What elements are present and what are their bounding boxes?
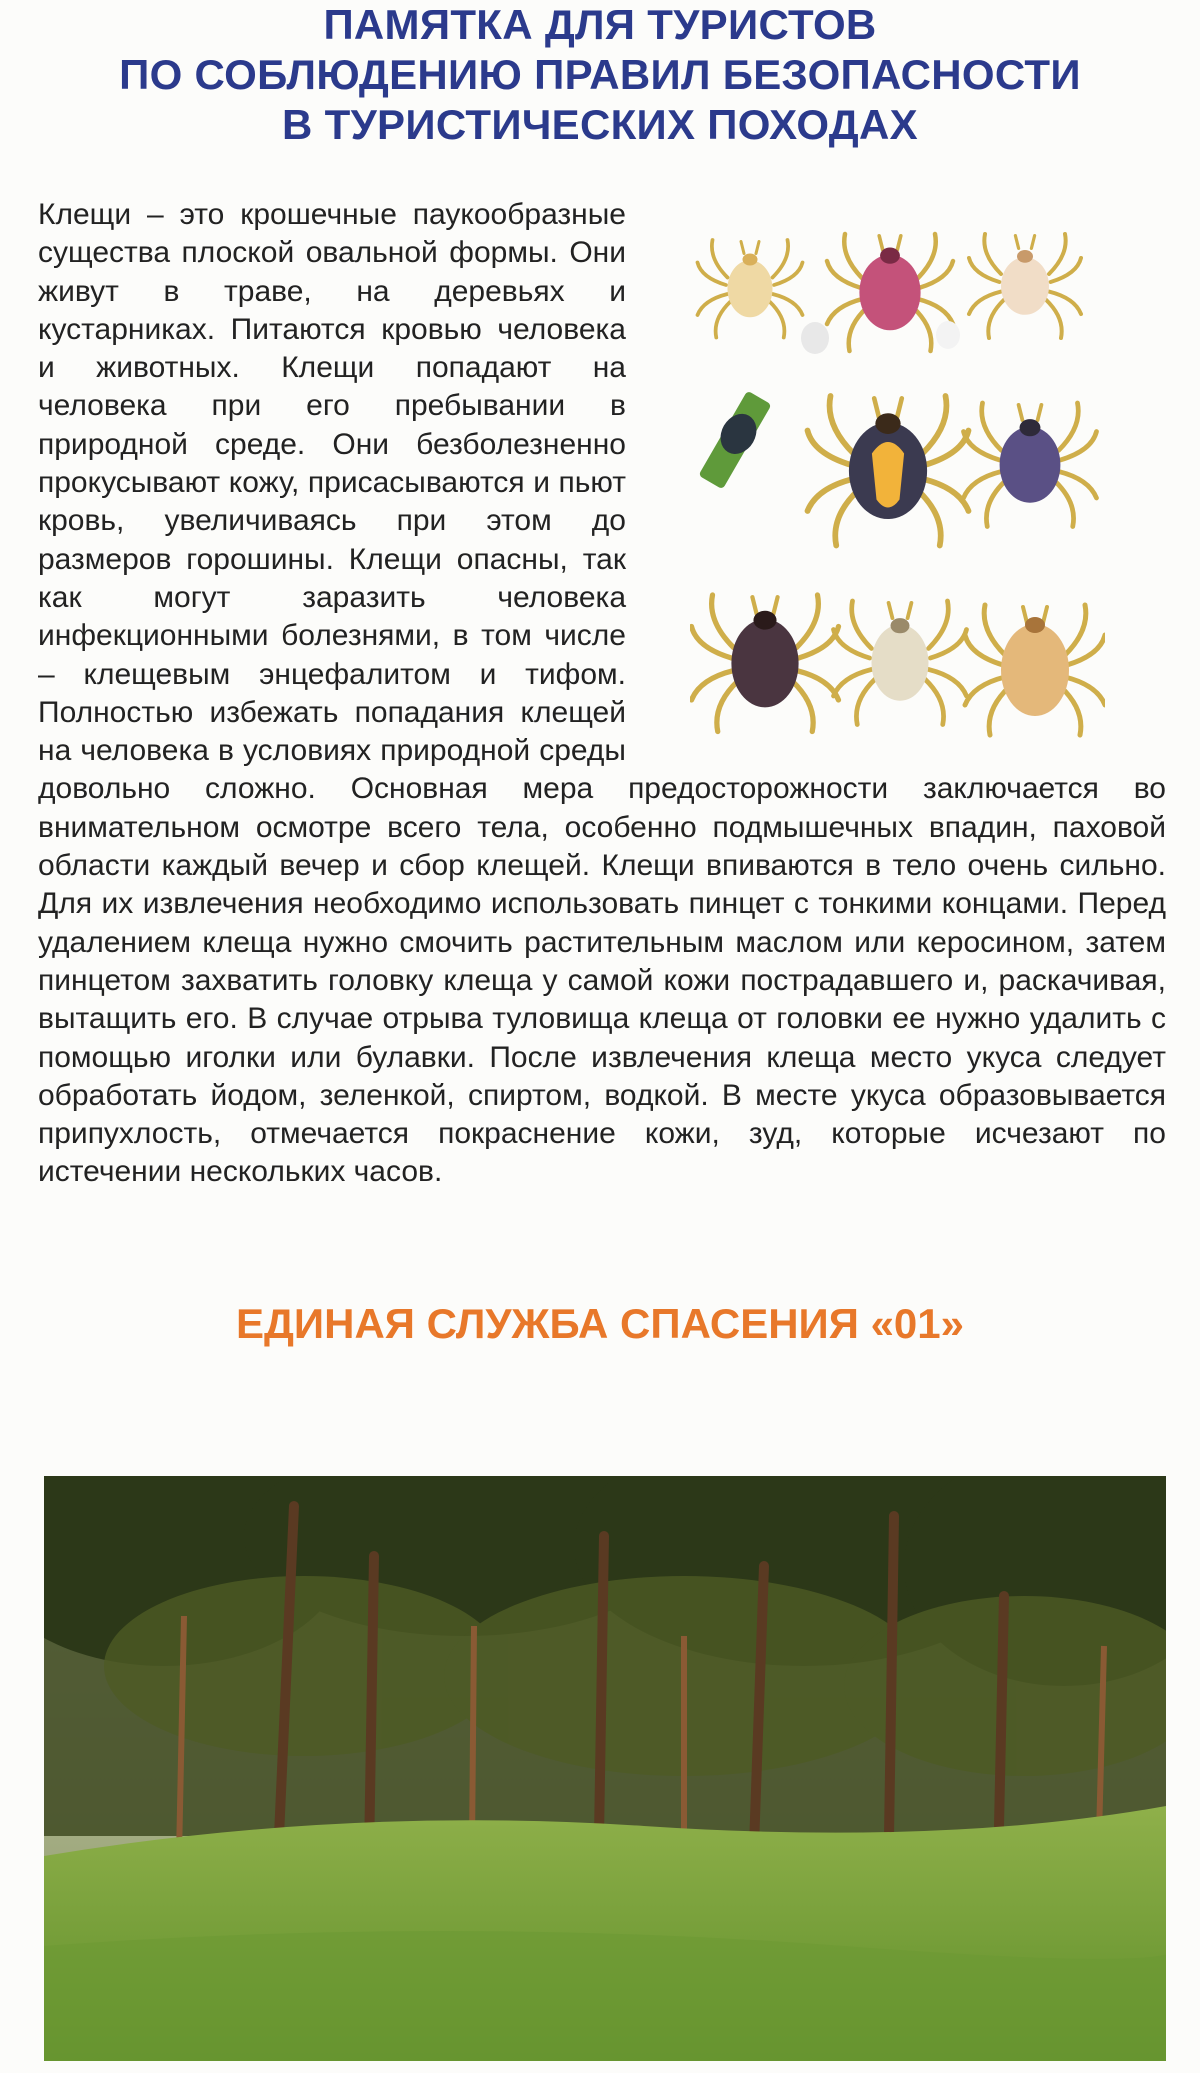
forest-photo: [44, 1476, 1166, 2061]
rescue-service-title: ЕДИНАЯ СЛУЖБА СПАСЕНИЯ «01»: [235, 1300, 965, 1347]
tick-icon: [965, 605, 1105, 735]
title-line-1: ПАМЯТКА ДЛЯ ТУРИСТОВ: [323, 1, 877, 48]
tick-icon: [827, 234, 953, 351]
page-title: [0, 0, 1200, 150]
tick-icon: [808, 396, 969, 546]
tick-icon: [964, 403, 1097, 527]
tick-icon: [692, 595, 839, 732]
tick-egg-icon: [936, 321, 960, 349]
tick-icon: [696, 389, 774, 491]
title-line-3: В ТУРИСТИЧЕСКИХ ПОХОДАХ: [282, 101, 918, 148]
tick-egg-icon: [801, 322, 829, 354]
article-text: Клещи – это крошечные паукообразные существа плоской овальной формы. Они живут в траве, на деревьях и кустарниках. Питаются кровью человека и животных. Клещи попадают на человека при его пребывании в природной среде. Они безболезненно прокусывают кожу, присасываются и пьют кровь, увеличиваясь при этом до размеров горошины. Клещи опасны, так как могут заразить человека инфекционными болезнями, в том числе – клещевым энцефалитом и тифом. Полностью избежать попадания клещей на человека в условиях природной среды довольно сложно. Основная мера предосторожности заключается во внимательном осмотре всего тела, особенно подмышечных впадин, паховой области каждый вечер и сбор клещей. Клещи впиваются в тело очень сильно. Для их извлечения необходимо использовать пинцет с тонкими концами. Перед удалением клеща нужно смочить растительным маслом или керосином, затем пинцетом захватить головку клеща у самой кожи пострадавшего и, раскачивая, вытащить его. В случае отрыва туловища клеща от головки ее нужно удалить с помощью иголки или булавки. После извлечения клеща место укуса следует обработать йодом, зеленкой, спиртом, водкой. В месте укуса образовывается припухлость, отмечается покраснение кожи, зуд, которые исчезают по истечении нескольких часов.: [38, 198, 1166, 1189]
ticks-illustration: [690, 220, 1105, 780]
tick-icon: [834, 601, 967, 725]
tick-icon: [969, 234, 1081, 338]
tick-icon: [698, 240, 803, 338]
title-line-2: ПО СОБЛЮДЕНИЮ ПРАВИЛ БЕЗОПАСНОСТИ: [119, 51, 1081, 98]
